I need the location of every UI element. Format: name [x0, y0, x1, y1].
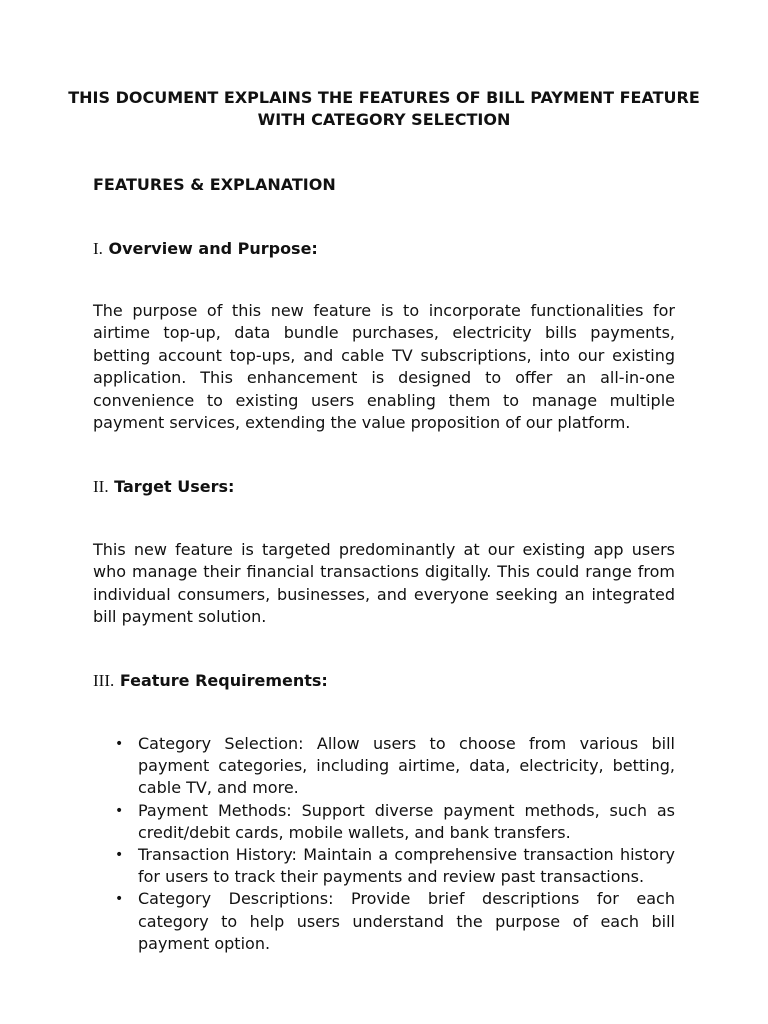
list-item	[93, 888, 675, 955]
bullet-icon: •	[115, 891, 124, 908]
bullet-icon: •	[115, 847, 124, 864]
section-2-heading	[93, 476, 234, 498]
list-item-text: Category Selection: Allow users to choose from various bill payment categories, including airtime, data, electricity, betting, cable TV, and more.	[138, 734, 675, 798]
document-title: THIS DOCUMENT EXPLAINS THE FEATURES OF BILL PAYMENT FEATURE WITH CATEGORY SELECTION	[68, 88, 700, 129]
section-1-numeral: I.	[93, 239, 103, 258]
list-item	[93, 800, 675, 844]
list-item-text: Category Descriptions: Provide brief descriptions for each category to help users understand the purpose of each bill payment option.	[138, 889, 675, 953]
list-item	[93, 844, 675, 888]
section-3-heading	[93, 670, 328, 692]
features-heading: FEATURES & EXPLANATION	[93, 175, 336, 194]
section-1-title: Overview and Purpose:	[108, 239, 318, 258]
list-item-text: Payment Methods: Support diverse payment methods, such as credit/debit cards, mobile wallets, and bank transfers.	[138, 800, 675, 842]
bullet-icon: •	[115, 736, 124, 752]
feature-requirements-list	[93, 733, 675, 955]
section-2-body: This new feature is targeted predominantly at our existing app users who manage their financial transactions digitally. This could range from individual consumers, businesses, and everyone seeking an integrated bill payment solution.	[93, 540, 675, 627]
bullet-icon: •	[115, 802, 124, 819]
section-3-title: Feature Requirements:	[119, 671, 328, 690]
section-2-numeral: II.	[93, 477, 109, 496]
list-item-text: Transaction History: Maintain a comprehensive transaction history for users to track their payments and review past transactions.	[138, 845, 675, 887]
section-1-heading	[93, 238, 318, 260]
section-2-title: Target Users:	[114, 477, 235, 496]
section-3-numeral: III.	[93, 671, 115, 690]
section-1-body: The purpose of this new feature is to incorporate functionalities for airtime top-up, data bundle purchases, electricity bills payments, betting account top-ups, and cable TV subscriptions, into our existing application. This enhancement is designed to offer an all-in-one convenience to existing users enabling them to manage multiple payment services, extending the value proposition of our platform.	[93, 301, 675, 433]
list-item	[93, 733, 675, 800]
